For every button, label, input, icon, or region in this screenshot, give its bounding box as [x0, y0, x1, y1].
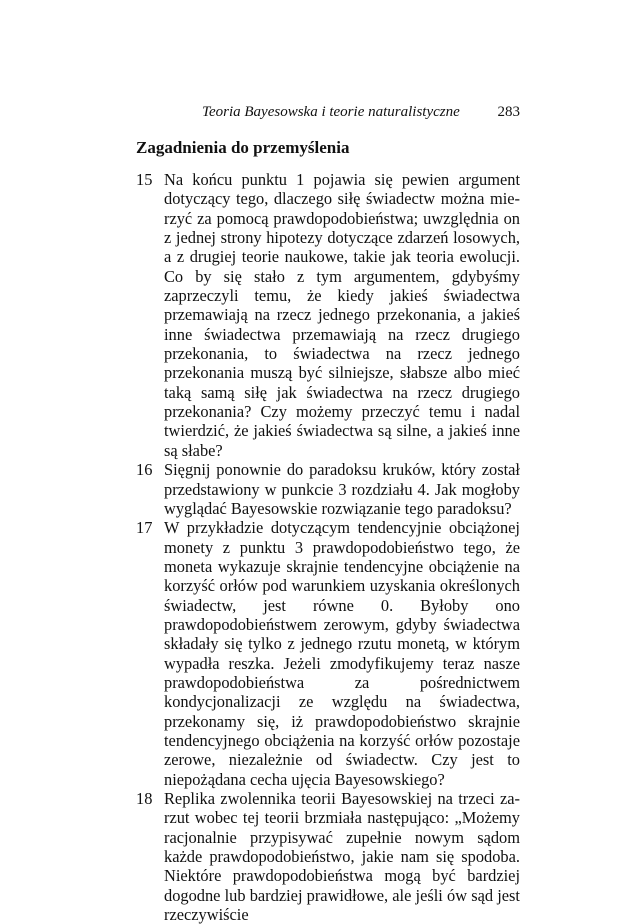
section-heading: Zagadnienia do przemyślenia [136, 138, 350, 157]
question-text: W przykładzie dotyczącym tendencyjnie obciążonej monety z punktu 3 prawdopodobieństwo tego, że moneta wykazuje skrajnie tendencyjne obciążenie na korzyść orłów pod warunkiem uzyskania określonych świadectw, jest równe 0. Byłoby ono prawdopodobieństwem zerowym, gdyby świadectwa składały się tylko z jednego rzutu monetą, w którym wypadła reszka. Jeżeli zmodyfikujemy teraz nasze prawdopodobieństwa za pośrednictwem kondycjonalizacji ze względu na świadectwa, przekonamy się, iż prawdopodobieństwo skrajnie tendencyjnego obciążenia na korzyść orłów pozostaje zerowe, niezależnie od świadectw. Czy jest to niepożądana cecha ujęcia Bayesowskiego? [164, 518, 520, 789]
question-number: 16 [136, 460, 153, 480]
question-text: Replika zwolennika teorii Bayesowskiej na trzeci zarzut wobec tej teorii brzmiała następująco: „Możemy racjonalnie przypisywać zupełnie nowym sądom każde prawdopodobieństwo, jakie nam się spodoba. Niektóre prawdopodobieństwa mogą być bardziej dogodne lub bardziej prawidłowe, ale jeśli ów sąd jest rzeczywiście [164, 789, 520, 924]
question-number: 18 [136, 789, 153, 808]
question-item [136, 460, 520, 518]
question-number: 15 [136, 170, 153, 189]
running-title: Teoria Bayesowska i teorie naturalistyczne [202, 104, 460, 120]
page-header [136, 104, 520, 124]
page-number: 283 [497, 104, 520, 120]
question-list [136, 170, 520, 924]
question-text: Na końcu punktu 1 pojawia się pewien argument dotyczący tego, dlaczego siłę świadectw można mierzyć za pomocą prawdopodobieństwa; uwzględnia on z jednej strony hipotezy dotyczące zdarzeń losowych, a z drugiej teorie naukowe, takie jak teoria ewolucji. Co by się stało z tym argumentem, gdybyśmy zaprzeczyli temu, że kiedy jakieś świadectwa przemawiają na rzecz jednego przekonania, a jakieś inne świadectwa przemawiają na rzecz drugiego przekonania, to świadectwa na rzecz jednego przekonania muszą być silniejsze, słabsze albo mieć taką samą siłę jak świadectwa na rzecz drugiego przekonania? Czy możemy przeczyć temu i nadal twierdzić, że jakieś świadectwa są silne, a jakieś inne są słabe? [164, 170, 520, 460]
question-text: Sięgnij ponownie do paradoksu kruków, który został przedstawiony w punkcie 3 rozdziału 4. Jak mogłoby wyglądać Bayesowskie rozwiązanie tego paradoksu? [164, 460, 520, 518]
question-item [136, 518, 520, 789]
question-item [136, 789, 520, 924]
question-number: 17 [136, 518, 153, 538]
question-item [136, 170, 520, 460]
